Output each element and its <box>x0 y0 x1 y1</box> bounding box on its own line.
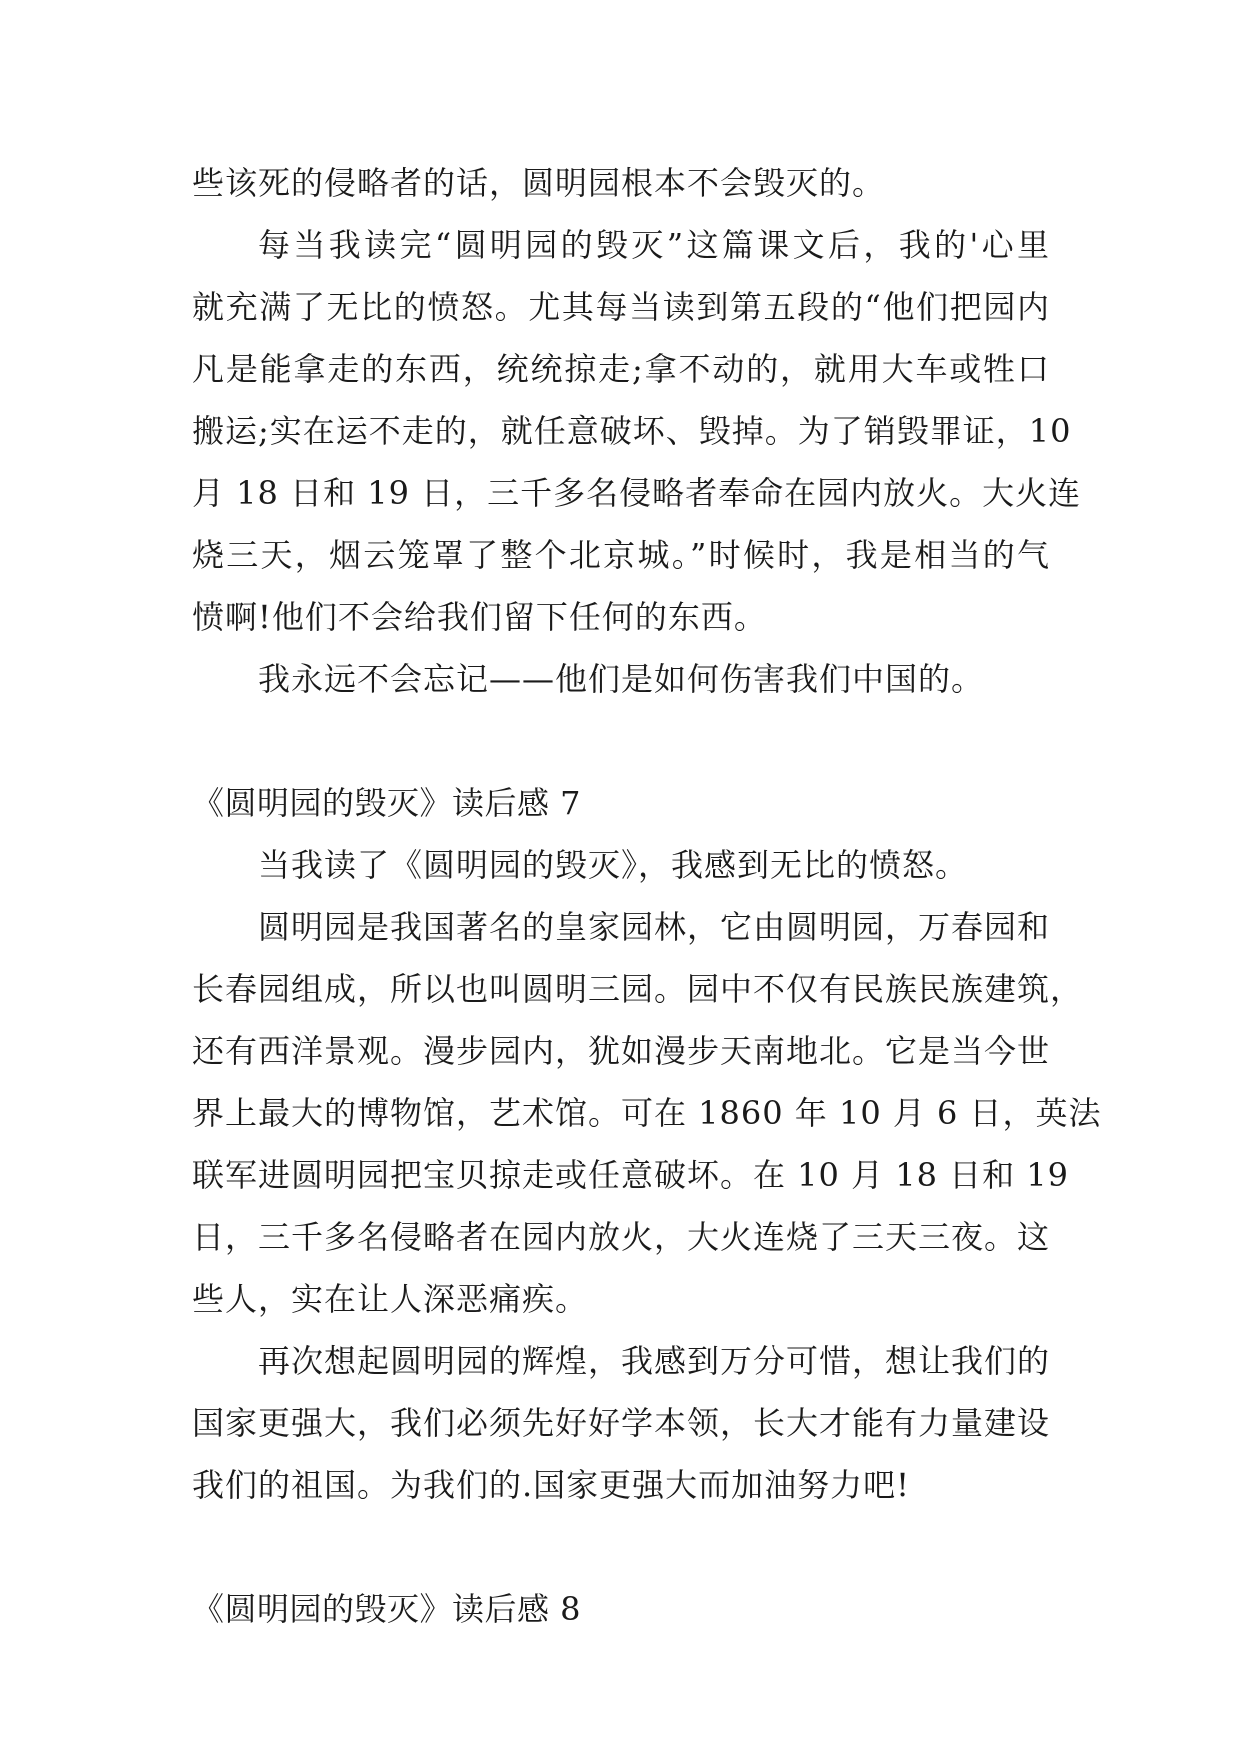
paragraph-line: 日，三千多名侵略者在园内放火，大火连烧了三天三夜。这 <box>192 1218 1051 1256</box>
paragraph-line: 长春园组成，所以也叫圆明三园。园中不仅有民族民族建筑， <box>192 970 1084 1008</box>
paragraph-line: 当我读了《圆明园的毁灭》，我感到无比的愤怒。 <box>258 846 969 884</box>
paragraph-line: 国家更强大，我们必须先好好学本领，长大才能有力量建设 <box>192 1404 1051 1442</box>
paragraph-line: 凡是能拿走的东西，统统掠走;拿不动的，就用大车或牲口 <box>192 350 1050 388</box>
paragraph-line: 联军进圆明园把宝贝掠走或任意破坏。在 10 月 18 日和 19 <box>192 1156 1070 1194</box>
section-gap <box>192 710 1050 772</box>
section-gap <box>192 1516 1050 1578</box>
paragraph-line: 搬运;实在运不走的，就任意破坏、毁掉。为了销毁罪证，10 <box>192 412 1072 450</box>
paragraph-line: 愤啊!他们不会给我们留下任何的东西。 <box>192 598 767 636</box>
section-heading: 《圆明园的毁灭》读后感 7 <box>192 784 582 822</box>
paragraph-line: 就充满了无比的愤怒。尤其每当读到第五段的“他们把园内 <box>192 288 1050 326</box>
paragraph-line: 圆明园是我国著名的皇家园林，它由圆明园，万春园和 <box>258 908 1051 946</box>
section-heading: 《圆明园的毁灭》读后感 8 <box>192 1590 582 1628</box>
paragraph-line: 我们的祖国。为我们的.国家更强大而加油努力吧! <box>192 1466 911 1504</box>
paragraph-line: 我永远不会忘记——他们是如何伤害我们中国的。 <box>258 660 985 698</box>
paragraph-line: 每当我读完“圆明园的毁灭”这篇课文后，我的'心里 <box>258 226 1050 264</box>
paragraph-line: 还有西洋景观。漫步园内，犹如漫步天南地北。它是当今世 <box>192 1032 1051 1070</box>
paragraph-line: 些该死的侵略者的话，圆明园根本不会毁灭的。 <box>192 164 886 202</box>
paragraph-line: 月 18 日和 19 日，三千多名侵略者奉命在园内放火。大火连 <box>192 474 1082 512</box>
paragraph-line: 些人，实在让人深恶痛疾。 <box>192 1280 589 1318</box>
paragraph-line: 再次想起圆明园的辉煌，我感到万分可惜，想让我们的 <box>258 1342 1051 1380</box>
paragraph-line: 界上最大的博物馆，艺术馆。可在 1860 年 10 月 6 日，英法 <box>192 1094 1102 1132</box>
text-column <box>192 152 1102 1640</box>
paragraph-line: 烧三天，烟云笼罩了整个北京城。”时候时，我是相当的气 <box>192 536 1050 574</box>
